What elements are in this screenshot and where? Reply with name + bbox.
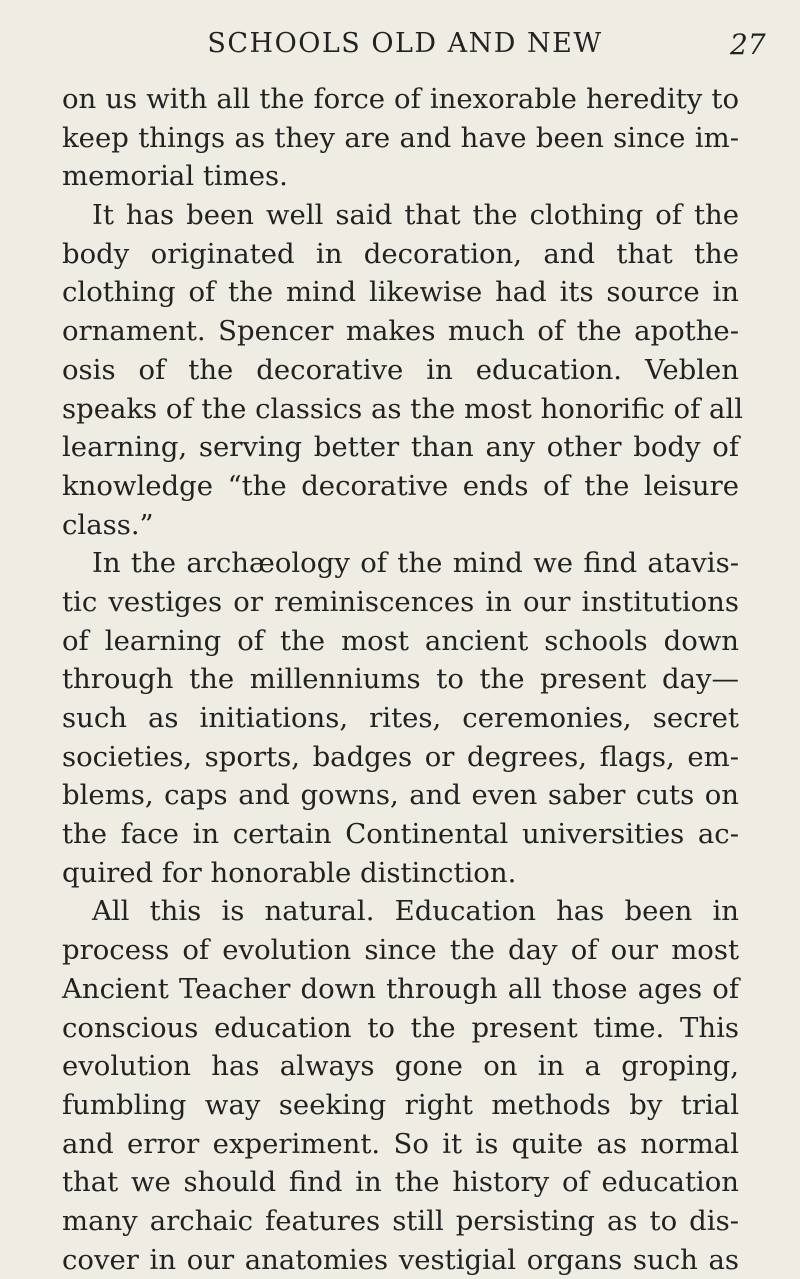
text-line: many archaic features still persisting as to dis- [62,1204,739,1237]
text-line: memorial times. [62,160,288,193]
text-line: All this is natural. Education has been in [92,895,739,928]
text-line: class.” [62,508,154,541]
text-line: evolution has always gone on in a groping, [62,1050,739,1083]
text-line: It has been well said that the clothing of the [92,199,739,232]
text-line: In the archæology of the mind we find atavis- [92,547,739,580]
text-line: learning, serving better than any other body of [62,431,739,464]
text-line: conscious education to the present time. This [62,1011,739,1044]
text-line: and error experiment. So it is quite as normal [62,1127,739,1160]
text-line: of learning of the most ancient schools down [62,624,739,657]
text-line: keep things as they are and have been since im- [62,121,739,154]
text-line: cover in our anatomies vestigial organs such as [62,1243,739,1276]
text-line: tic vestiges or reminiscences in our institutions [62,585,739,618]
text-line: such as initiations, rites, ceremonies, secret [62,702,739,734]
text-line: process of evolution since the day of our most [62,934,739,967]
text-line: quired for honorable distinction. [62,856,517,889]
text-line: body originated in decoration, and that the [62,237,739,270]
text-line: through the millenniums to the present day— [62,663,739,696]
text-line: that we should find in the history of education [62,1166,739,1199]
text-line: the face in certain Continental universities ac- [62,818,739,851]
text-line: ornament. Spencer makes much of the apothe- [62,315,739,348]
text-line: clothing of the mind likewise had its source in [62,276,739,309]
text-line: on us with all the force of inexorable heredity to [62,83,739,115]
text-line: fumbling way seeking right methods by trial [62,1088,739,1121]
text-line: Ancient Teacher down through all those ages of [62,972,739,1005]
body-text [62,80,744,1279]
text-line: osis of the decorative in education. Veblen [62,353,739,386]
text-line: knowledge “the decorative ends of the leisure [62,469,739,502]
text-line: societies, sports, badges or degrees, flags, em- [62,740,739,773]
text-line: speaks of the classics as the most honorific of all [62,392,744,425]
page-number: 27 [730,28,766,61]
running-head: SCHOOLS OLD AND NEW [207,28,603,59]
text-line: blems, caps and gowns, and even saber cuts on [62,779,739,812]
